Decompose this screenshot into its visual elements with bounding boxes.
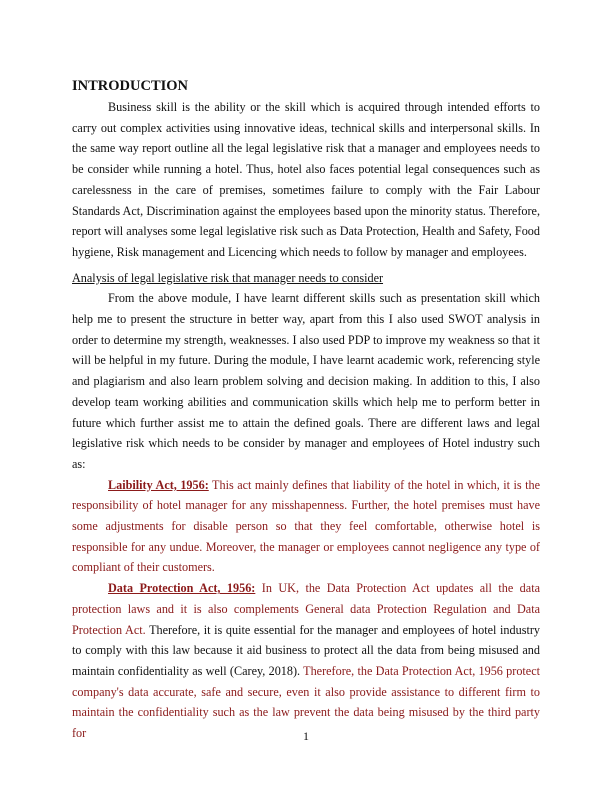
data-protection-text-1: In UK, the Data Protection Act updates all the data protection laws and it is also complements General data Protection Regulation and Data Protection Act. [72, 581, 540, 637]
liability-text: This act mainly defines that liability of the hotel in which, it is the responsibility of hotel manager for any misshapenness. Further, the hotel premises must have some adjustments for disable person so that they feel comfortable, otherwise hotel is responsible for any undue. Moreover, the manager or employees cannot negligence any type of compliant of their customers. [72, 477, 540, 575]
section-heading: INTRODUCTION [72, 78, 189, 94]
data-protection-label: Data Protection Act, 1956: [108, 581, 256, 596]
liability-paragraph [72, 475, 540, 579]
analysis-paragraph: From the above module, I have learnt different skills such as presentation skill which help me to present the structure in better way, apart from this I also used SWOT analysis in order to determine my strength, weaknesses. I also used PDP to improve my weakness so that it will be helpful in my future. During the module, I have learnt academic work, referencing style and plagiarism and also learn problem solving and decision making. In addition to this, I also develop team working abilities and communication skills which help me to perform better in future which further assist me to attain the defined goals. There are different laws and legal legislative risk which needs to be consider by manager and employees of Hotel industry such as: [72, 291, 540, 471]
page-number: 1 [303, 729, 309, 743]
document-page [72, 76, 540, 744]
liability-label: Laibility Act, 1956: [108, 477, 209, 492]
data-protection-text-3: Therefore, the Data Protection Act, 1956 protect company's data accurate, safe and secure, even it also provide assistance to different firm to maintain the confidentiality such as the law prevent the data being misused by the third party for [72, 663, 540, 741]
data-protection-text-2: Therefore, it is quite essential for the manager and employees of hotel industry to comply with this law because it aid business to protect all the data from being misused and maintain confidentiality as well (Carey, 2018). [72, 622, 540, 678]
data-protection-paragraph [72, 578, 540, 744]
intro-paragraph: Business skill is the ability or the skill which is acquired through intended efforts to carry out complex activities using innovative ideas, technical skills and interpersonal skills. In the same way report outline all the legal legislative risk that a manager and employees needs to be consider while running a hotel. Thus, hotel also faces potential legal consequences such as carelessness in the care of premises, sometimes failure to comply with the Fair Labour Standards Act, Discrimination against the employees based upon the minority status. Therefore, report will analyses some legal legislative risk such as Data Protection, Health and Safety, Food hygiene, Risk management and Licencing which needs to follow by manager and employees. [72, 100, 540, 259]
analysis-subheading: Analysis of legal legislative risk that manager needs to consider [72, 270, 384, 285]
